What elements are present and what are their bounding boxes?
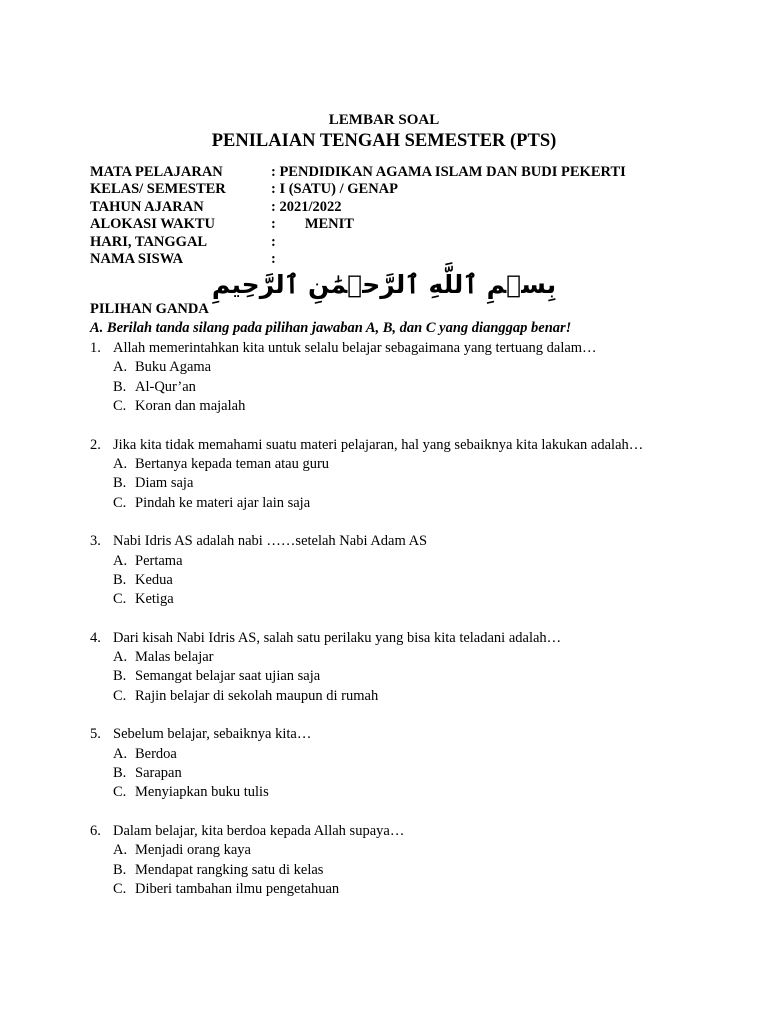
question-number: 2.	[90, 436, 101, 453]
option-letter: C.	[113, 784, 127, 801]
info-row	[90, 251, 626, 268]
option-letter: B.	[113, 378, 127, 395]
question-number: 4.	[90, 629, 101, 646]
info-label: KELAS/ SEMESTER	[90, 181, 226, 198]
option-letter: C.	[113, 494, 127, 511]
option-letter: C.	[113, 687, 127, 704]
info-row	[90, 199, 626, 216]
section-title: PILIHAN GANDA	[90, 301, 209, 317]
option-text: Sarapan	[135, 765, 182, 782]
question-item	[90, 436, 730, 514]
option-text: Bertanya kepada teman atau guru	[135, 455, 330, 472]
answer-option[interactable]	[90, 397, 730, 416]
option-text: Malas belajar	[135, 649, 214, 666]
answer-option[interactable]	[90, 590, 730, 609]
question-text: Allah memerintahkan kita untuk selalu belajar sebagaimana yang tertuang dalam…	[113, 340, 597, 356]
info-table	[90, 164, 626, 268]
question-item	[90, 339, 730, 417]
instruction-text: A. Berilah tanda silang pada pilihan jawaban A, B, dan C yang dianggap benar!	[90, 320, 572, 336]
option-text: Ketiga	[135, 591, 174, 608]
basmalah-text: بِسۡمِ ٱللَّهِ ٱلرَّحۡمَٰنِ ٱلرَّحِيمِ	[211, 270, 557, 299]
option-text: Menyiapkan buku tulis	[135, 784, 269, 801]
answer-option[interactable]	[90, 474, 730, 493]
answer-option[interactable]	[90, 880, 730, 899]
info-label: NAMA SISWA	[90, 250, 184, 267]
info-row	[90, 181, 626, 198]
question-number: 1.	[90, 340, 101, 356]
question-text: Dari kisah Nabi Idris AS, salah satu perilaku yang bisa kita teladani adalah…	[113, 629, 562, 646]
answer-option[interactable]	[90, 552, 730, 571]
option-text: Kedua	[135, 571, 173, 588]
option-text: Pindah ke materi ajar lain saja	[135, 494, 311, 511]
option-letter: C.	[113, 880, 127, 897]
option-letter: B.	[113, 861, 127, 878]
option-letter: B.	[113, 475, 127, 492]
question-number: 5.	[90, 726, 101, 743]
option-letter: C.	[113, 398, 127, 415]
answer-option[interactable]	[90, 455, 730, 474]
question-number: 3.	[90, 533, 101, 550]
answer-option[interactable]	[90, 648, 730, 667]
option-letter: C.	[113, 591, 127, 608]
option-letter: B.	[113, 571, 127, 588]
question-text: Nabi Idris AS adalah nabi ……setelah Nabi Adam AS	[113, 533, 428, 550]
answer-option[interactable]	[90, 841, 730, 860]
option-letter: A.	[113, 455, 128, 472]
info-label: HARI, TANGGAL	[90, 233, 208, 250]
option-text: Mendapat rangking satu di kelas	[135, 861, 324, 878]
option-text: Al-Qur’an	[135, 378, 196, 395]
option-text: Rajin belajar di sekolah maupun di rumah	[135, 687, 379, 704]
option-letter: A.	[113, 552, 128, 569]
question-text: Dalam belajar, kita berdoa kepada Allah supaya…	[113, 822, 405, 839]
option-text: Diberi tambahan ilmu pengetahuan	[135, 880, 340, 897]
info-row	[90, 234, 626, 251]
info-label: TAHUN AJARAN	[90, 198, 204, 215]
option-text: Berdoa	[135, 745, 177, 762]
question-number: 6.	[90, 822, 101, 839]
question-list	[90, 339, 730, 918]
info-value: :	[271, 250, 276, 267]
option-letter: A.	[113, 359, 128, 376]
info-row	[90, 164, 626, 181]
info-label: ALOKASI WAKTU	[90, 216, 216, 233]
answer-option[interactable]	[90, 861, 730, 880]
info-label: MATA PELAJARAN	[90, 164, 223, 180]
info-value: : I (SATU) / GENAP	[271, 181, 399, 198]
option-letter: B.	[113, 668, 127, 685]
answer-option[interactable]	[90, 745, 730, 764]
question-text: Jika kita tidak memahami suatu materi pelajaran, hal yang sebaiknya kita lakukan adalah…	[113, 436, 644, 453]
option-text: Buku Agama	[135, 359, 212, 376]
answer-option[interactable]	[90, 358, 730, 377]
question-item	[90, 725, 730, 803]
option-text: Koran dan majalah	[135, 398, 246, 415]
answer-option[interactable]	[90, 494, 730, 513]
option-text: Semangat belajar saat ujian saja	[135, 668, 321, 685]
document-subtitle: LEMBAR SOAL	[328, 112, 440, 128]
option-text: Diam saja	[135, 475, 194, 492]
option-letter: A.	[113, 649, 128, 666]
question-text: Sebelum belajar, sebaiknya kita…	[113, 726, 312, 743]
info-value: : 2021/2022	[271, 198, 342, 215]
info-value: :	[271, 233, 276, 250]
option-letter: B.	[113, 765, 127, 782]
document-title: PENILAIAN TENGAH SEMESTER (PTS)	[211, 131, 557, 151]
info-row	[90, 216, 626, 233]
info-value: : MENIT	[271, 216, 354, 233]
answer-option[interactable]	[90, 667, 730, 686]
answer-option[interactable]	[90, 571, 730, 590]
option-letter: A.	[113, 745, 128, 762]
info-value: : PENDIDIKAN AGAMA ISLAM DAN BUDI PEKERTI	[271, 164, 626, 180]
question-item	[90, 629, 730, 707]
answer-option[interactable]	[90, 783, 730, 802]
question-item	[90, 532, 730, 610]
question-item	[90, 822, 730, 900]
option-letter: A.	[113, 842, 128, 859]
answer-option[interactable]	[90, 687, 730, 706]
answer-option[interactable]	[90, 378, 730, 397]
option-text: Menjadi orang kaya	[135, 842, 251, 859]
option-text: Pertama	[135, 552, 183, 569]
answer-option[interactable]	[90, 764, 730, 783]
